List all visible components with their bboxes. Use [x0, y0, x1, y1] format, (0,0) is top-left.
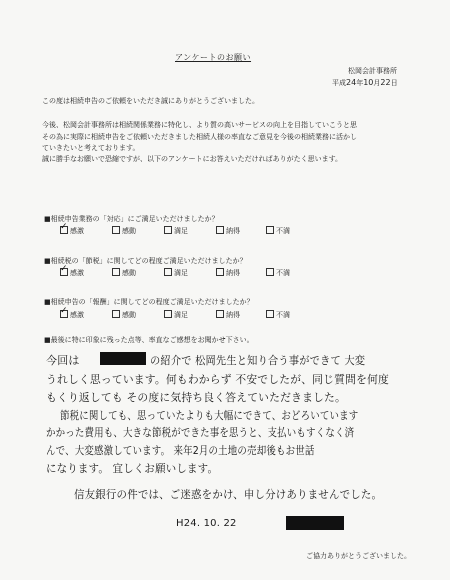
handwritten-line: 節税に関しても、思っていたよりも大幅にできて、おどろいています: [60, 409, 359, 422]
option-q2-fuman[interactable]: 不満: [266, 268, 290, 278]
option-q2-kangeki[interactable]: ✓ 感激: [60, 264, 84, 277]
date-day: 22: [380, 78, 391, 87]
option-q3-kando[interactable]: 感動: [112, 310, 136, 320]
option-q2-manzoku[interactable]: 満足: [164, 268, 188, 278]
option-q3-kangeki[interactable]: ✓ 感激: [60, 306, 84, 319]
date-month-suffix: 月: [373, 79, 381, 87]
date-day-suffix: 日: [390, 79, 398, 87]
free-comment-prompt: ■最後に特に印象に残った点等、率直なご感想をお聞かせ下さい。: [44, 336, 254, 344]
date-era: 平成: [332, 79, 346, 87]
option-q1-manzoku[interactable]: 満足: [164, 226, 188, 236]
option-q3-fuman[interactable]: 不満: [266, 310, 290, 320]
handwritten-line: もくり返しても その度に気持ち良く答えていただきました。: [46, 391, 346, 404]
question-3-text: ■相続申告の「報酬」に関してどの程度ご満足いただけましたか？: [44, 298, 254, 306]
option-q3-manzoku[interactable]: 満足: [164, 310, 188, 320]
intro-line: 今後、松岡会計事務所は相続関係業務に特化し、より質の高いサービスの向上を目指していこうと思: [42, 121, 357, 129]
handwritten-line: うれしく思っています。何もわからず 不安でしたが、同じ質問を何度: [46, 373, 390, 386]
option-q1-kando[interactable]: 感動: [112, 226, 136, 236]
question-2-text: ■相続税の「節税」に関してどの程度ご満足いただけましたか？: [44, 257, 247, 265]
check-mark-icon: ✓: [60, 264, 68, 274]
signature-redaction-bar: [286, 516, 344, 530]
handwritten-line: になります。 宜しくお願いします。: [46, 462, 219, 475]
option-q1-kangeki[interactable]: ✓ 感激: [60, 222, 84, 235]
date-month: 10: [363, 78, 374, 87]
survey-date: [332, 78, 398, 88]
handwritten-line: んで、大変感激しています。 来年2月の土地の売却後もお世話: [46, 444, 315, 457]
option-q1-fuman[interactable]: 不満: [266, 226, 290, 236]
closing-thanks: ご協力ありがとうございました。: [306, 552, 411, 560]
handwritten-line: 信友銀行の件では、ご迷惑をかけ、申し分けありませんでした。: [74, 488, 383, 501]
check-mark-icon: ✓: [60, 306, 68, 316]
option-q3-nattoku[interactable]: 納得: [216, 310, 240, 320]
handwritten-line: 今回は: [46, 354, 80, 367]
intro-line: この度は相続申告のご依頼をいただき誠にありがとうございました。: [42, 97, 259, 105]
intro-line: ていきたいと考えております。: [42, 144, 140, 152]
date-year-suffix: 年: [356, 79, 364, 87]
option-q2-kando[interactable]: 感動: [112, 268, 136, 278]
date-year: 24: [346, 78, 357, 87]
survey-title: アンケートのお願い: [175, 53, 252, 62]
intro-line: その為に実際に相続申告をご依頼いただきました相続人様の率直なご意見を今後の相続業務に活かし: [42, 133, 357, 141]
signature-date: H24. 10. 22: [176, 518, 237, 529]
handwritten-line: かかった費用も、大きな節税ができた事を思うと、支払いもすくなく済: [46, 426, 355, 439]
question-1-text: ■相続申告業務の「対応」にご満足いただけましたか？: [44, 215, 219, 223]
handwritten-line: の紹介で 松岡先生と知り合う事ができて 大変: [150, 354, 366, 367]
intro-line: 誠に勝手なお願いで恐縮ですが、以下のアンケートにお答えいただければありがたく思います。: [42, 155, 343, 163]
redaction-bar: [100, 352, 146, 365]
option-q2-nattoku[interactable]: 納得: [216, 268, 240, 278]
office-name: 松岡会計事務所: [348, 67, 397, 75]
option-q1-nattoku[interactable]: 納得: [216, 226, 240, 236]
check-mark-icon: ✓: [60, 222, 68, 232]
